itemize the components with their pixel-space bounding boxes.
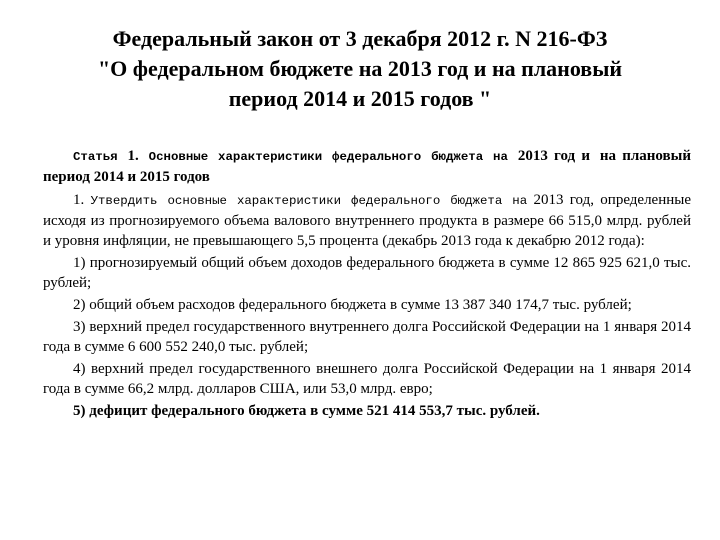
list-item-external-debt: 4) верхний предел государственного внешнего долга Российской Федерации на 1 января 2014 года в сумме 66,2 млрд. долларов США, или 53,0 млрд. евро; bbox=[43, 361, 691, 397]
list-item-deficit: 5) дефицит федерального бюджета в сумме 521 414 553,7 тыс. рублей. bbox=[73, 403, 540, 419]
title-line-1: Федеральный закон от 3 декабря 2012 г. N 216-ФЗ bbox=[112, 26, 608, 51]
intro-rest-text: 2013 год, определенные исходя из прогнозируемого объема валового внутреннего продукта в размере 66 515,0 млрд. рублей и уровня инфляции, не превышающего 5,5 процента (декабрь 2013 года к декабрю 2012 года): bbox=[43, 192, 692, 249]
intro-lead-text: Утвердить основные характеристики федерального бюджета на bbox=[90, 194, 528, 208]
article-body bbox=[43, 146, 691, 423]
article-intro-paragraph bbox=[43, 190, 691, 251]
intro-number: 1. bbox=[73, 192, 85, 208]
article-heading-year: 2013 год и bbox=[517, 148, 590, 164]
title-line-3: период 2014 и 2015 годов " bbox=[228, 86, 492, 111]
title-line-2: "О федеральном бюджете на 2013 год и на плановый bbox=[97, 56, 623, 81]
list-item-expenditures: 2) общий объем расходов федерального бюджета в сумме 13 387 340 174,7 тыс. рублей; bbox=[73, 297, 632, 313]
article-heading-label: Статья bbox=[73, 150, 118, 164]
article-heading bbox=[43, 146, 691, 188]
article-heading-text: Основные характеристики федерального бюджета на bbox=[148, 150, 508, 164]
article-heading-number: 1. bbox=[127, 148, 139, 164]
article-heading-line-2: на плановый период 2014 и 2015 годов bbox=[43, 148, 691, 185]
list-item-internal-debt: 3) верхний предел государственного внутреннего долга Российской Федерации на 1 января 2014 года в сумме 6 600 552 240,0 тыс. рублей; bbox=[43, 319, 691, 355]
document-title bbox=[40, 24, 680, 114]
list-item-revenues: 1) прогнозируемый общий объем доходов федерального бюджета в сумме 12 865 925 621,0 тыс. рублей; bbox=[43, 255, 691, 291]
